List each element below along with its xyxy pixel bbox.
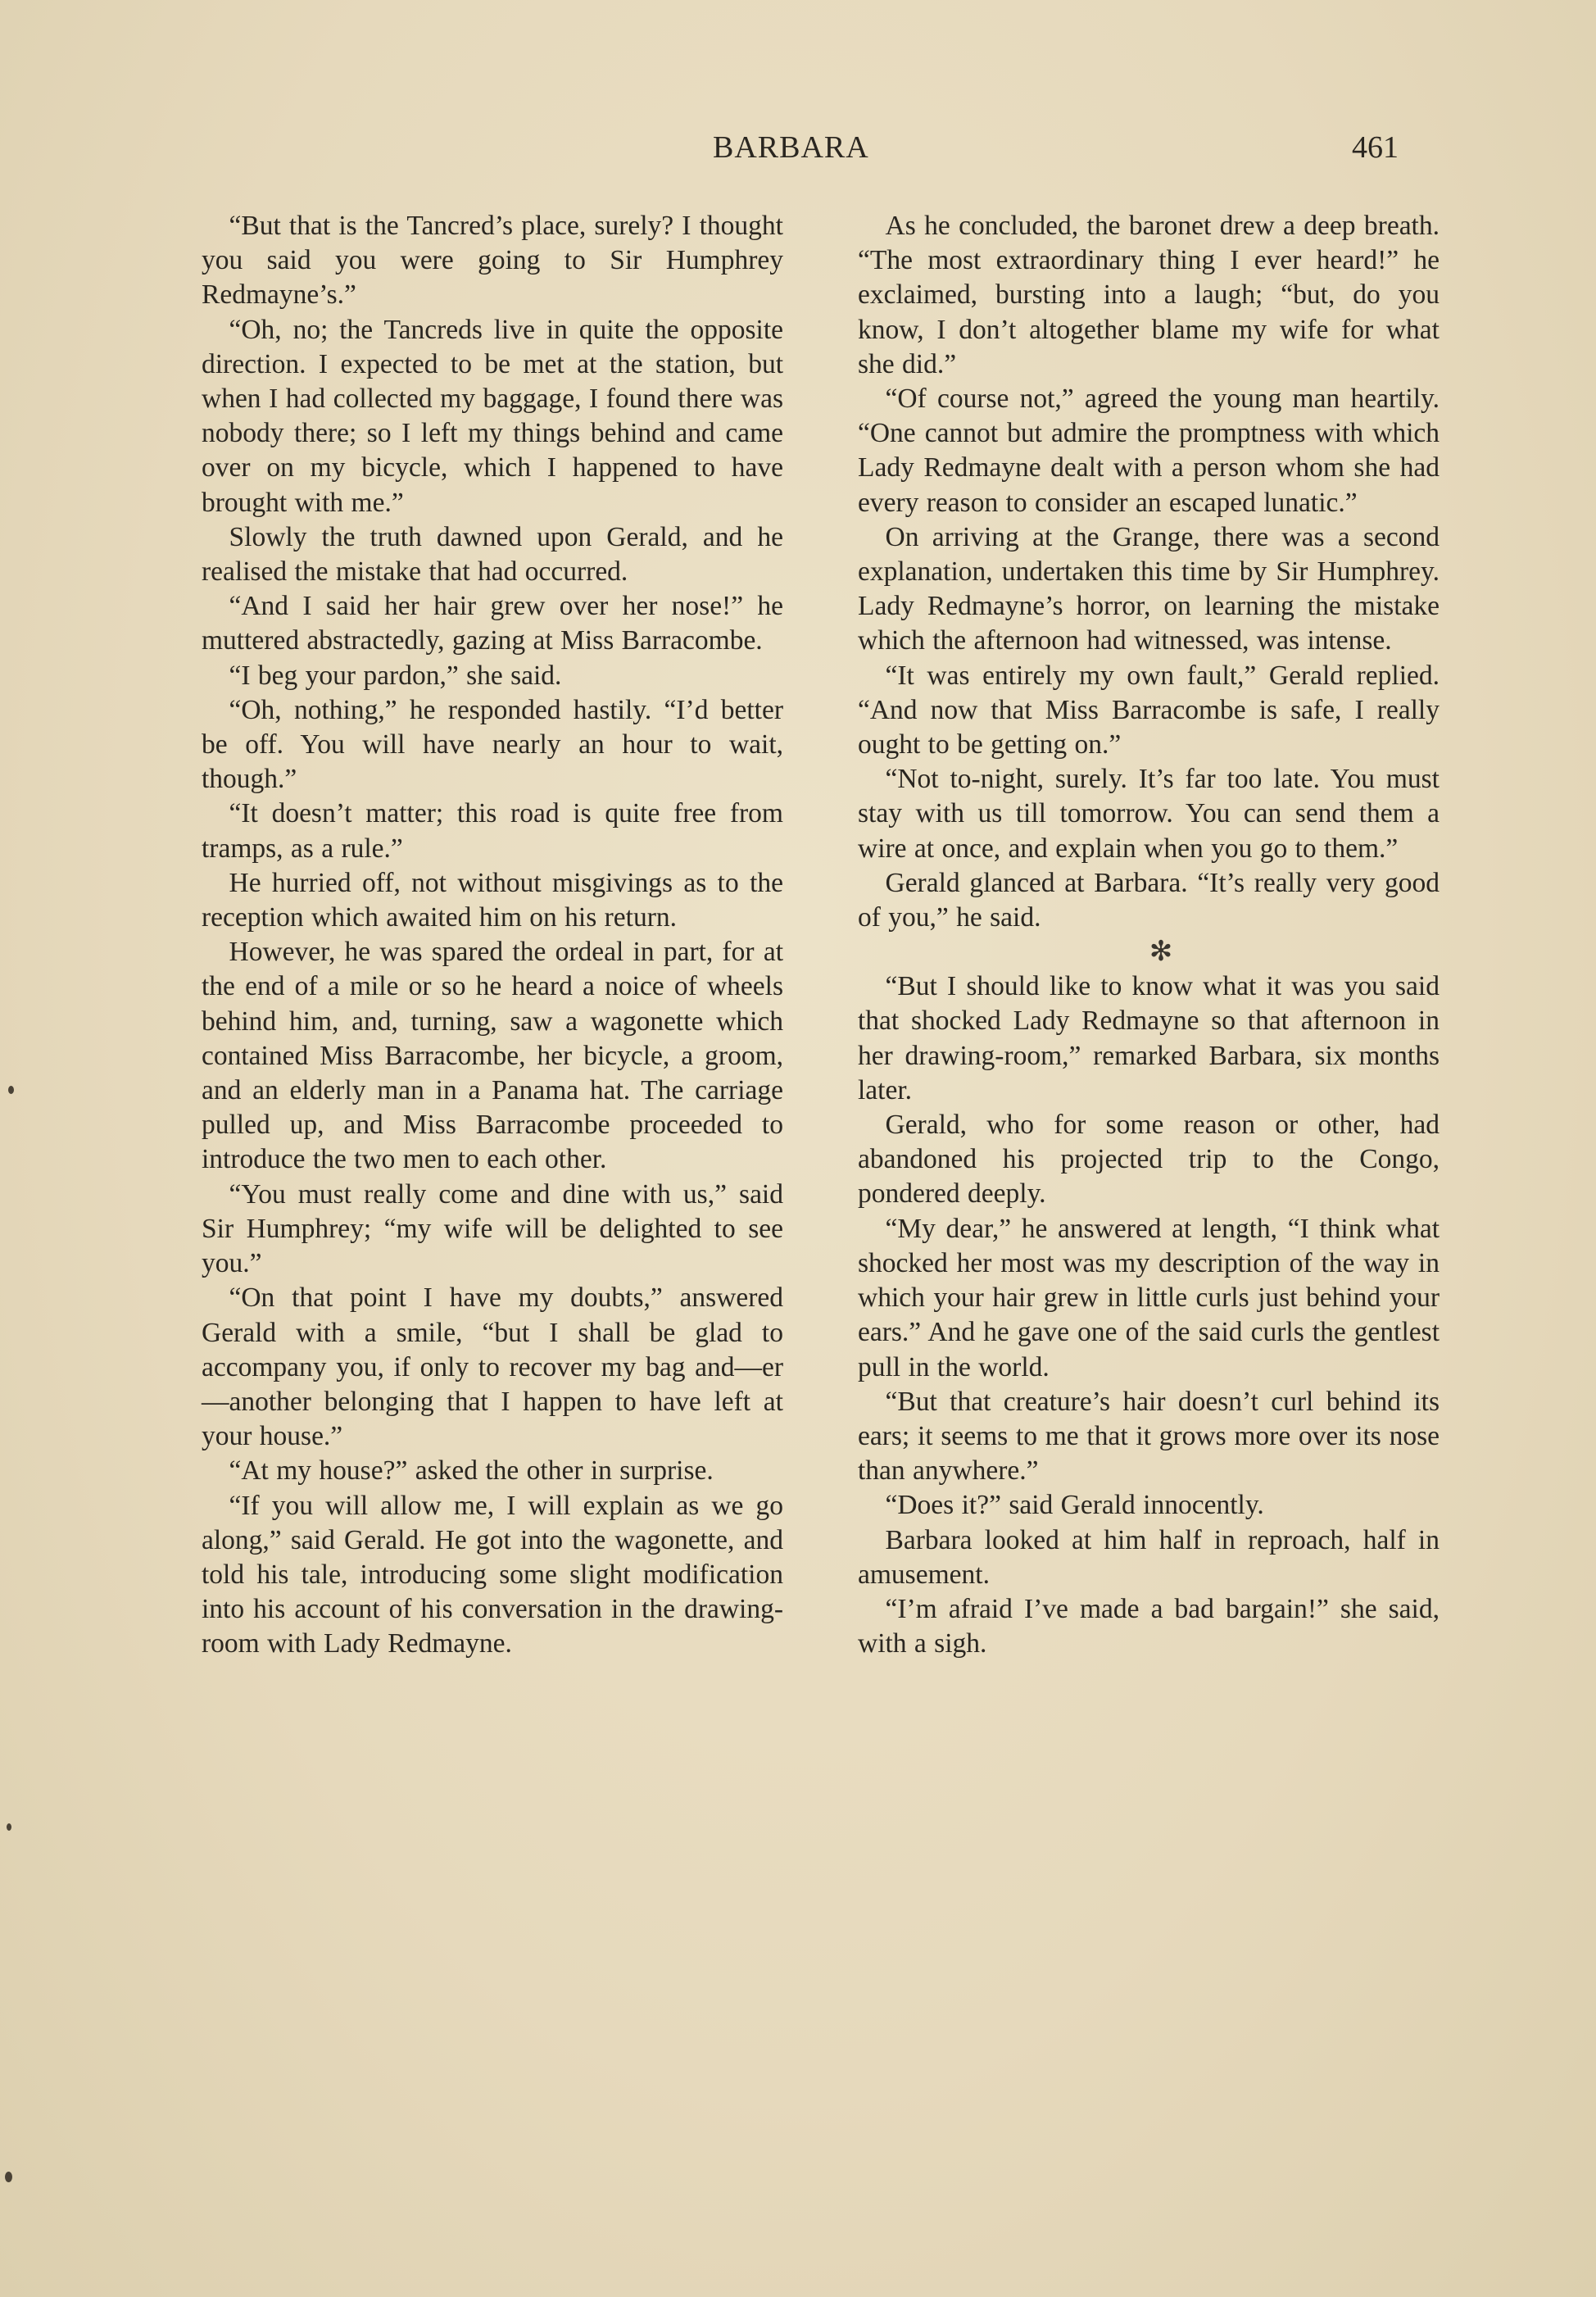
running-title: BARBARA (713, 130, 869, 165)
paragraph: “It doesn’t matter; this road is quite free from tramps, as a rule.” (202, 798, 783, 864)
section-separator-asterism: ✻ (1149, 937, 1173, 968)
scan-speck (5, 2172, 12, 2182)
paragraph: “But I should like to know what it was you said that shocked Lady Redmayne so that afternoon in her drawing-room,” remarked Barbara, six months later. (858, 971, 1440, 1105)
paragraph: “At my house?” asked the other in surprise. (229, 1455, 714, 1487)
paragraph: “On that point I have my doubts,” answered Gerald with a smile, “but I shall be glad to accompany you, if only to recover my bag and—er—another belonging that I happen to have left at your house.” (202, 1282, 783, 1452)
page-header (0, 129, 1596, 179)
paragraph: Barbara looked at him half in reproach, half in amusement. (858, 1524, 1440, 1590)
paragraph: Slowly the truth dawned upon Gerald, and he realised the mistake that had occurred. (202, 521, 783, 588)
paragraph: “Does it?” said Gerald innocently. (885, 1490, 1264, 1521)
paragraph: However, he was spared the ordeal in part, for at the end of a mile or so he heard a noice of wheels behind him, and, turning, saw a wagonette which contained Miss Barracombe, her bicycle, a groom, and an elderly man in a Panama hat. The carriage pulled up, and Miss Barracombe proceeded to introduce the two men to each other. (202, 937, 783, 1175)
scan-speck (8, 1086, 14, 1094)
paragraph: “But that creature’s hair doesn’t curl behind its ears; it seems to me that it grows more over its nose than anywhere.” (858, 1386, 1440, 1487)
paragraph: As he concluded, the baronet drew a deep breath. “The most extraordinary thing I ever heard!” he exclaimed, bursting into a laugh; “but, do you know, I don’t altogether blame my wife for what she did.” (858, 211, 1440, 379)
paragraph: “Not to-night, surely. It’s far too late. You must stay with us till tomorrow. You can send them a wire at once, and explain when you go to them.” (858, 764, 1440, 864)
paragraph: “Oh, nothing,” he responded hastily. “I’d better be off. You will have nearly an hour to wait, though.” (202, 694, 783, 795)
paragraph: “It was entirely my own fault,” Gerald replied. “And now that Miss Barracombe is safe, I really ought to be getting on.” (858, 660, 1440, 760)
paragraph: On arriving at the Grange, there was a second explanation, undertaken this time by Sir Humphrey. Lady Redmayne’s horror, on learning the mistake which the afternoon had witnessed, was intense. (858, 521, 1440, 656)
paragraph: “I’m afraid I’ve made a bad bargain!” she said, with a sigh. (858, 1593, 1440, 1659)
paragraph: “I beg your pardon,” she said. (229, 660, 562, 691)
paragraph: “You must really come and dine with us,” said Sir Humphrey; “my wife will be delighted to see you.” (202, 1178, 783, 1279)
paragraph: “Of course not,” agreed the young man heartily. “One cannot but admire the promptness with which Lady Redmayne dealt with a person whom she had every reason to consider an escaped lunatic.” (858, 384, 1440, 518)
paragraph: “But that is the Tancred’s place, surely? I thought you said you were going to Sir Humphrey Redmayne’s.” (202, 211, 783, 311)
right-column (858, 209, 1440, 1661)
page-number: 461 (1352, 130, 1399, 165)
paragraph: Gerald glanced at Barbara. “It’s really very good of you,” he said. (858, 867, 1440, 933)
paragraph: “My dear,” he answered at length, “I think what shocked her most was my description of the way in which your hair grew in little curls just behind your ears.” And he gave one of the said curls the gentlest pull in the world. (858, 1213, 1440, 1382)
paragraph: “And I said her hair grew over her nose!” he muttered abstractedly, gazing at Miss Barracombe. (202, 591, 783, 656)
paragraph: “If you will allow me, I will explain as we go along,” said Gerald. He got into the wagonette, and told his tale, introducing some slight modification into his account of his conversation in the drawing-room with Lady Redmayne. (202, 1490, 783, 1659)
left-column (202, 209, 783, 1662)
scan-speck (7, 1823, 11, 1831)
paragraph: Gerald, who for some reason or other, had abandoned his projected trip to the Congo, pondered deeply. (858, 1110, 1440, 1210)
paragraph: “Oh, no; the Tancreds live in quite the opposite direction. I expected to be met at the station, but when I had collected my baggage, I found there was nobody there; so I left my things behind and came over on my bicycle, which I happened to have brought with me.” (202, 314, 783, 518)
paragraph: He hurried off, not without misgivings as to the reception which awaited him on his return. (202, 867, 783, 933)
